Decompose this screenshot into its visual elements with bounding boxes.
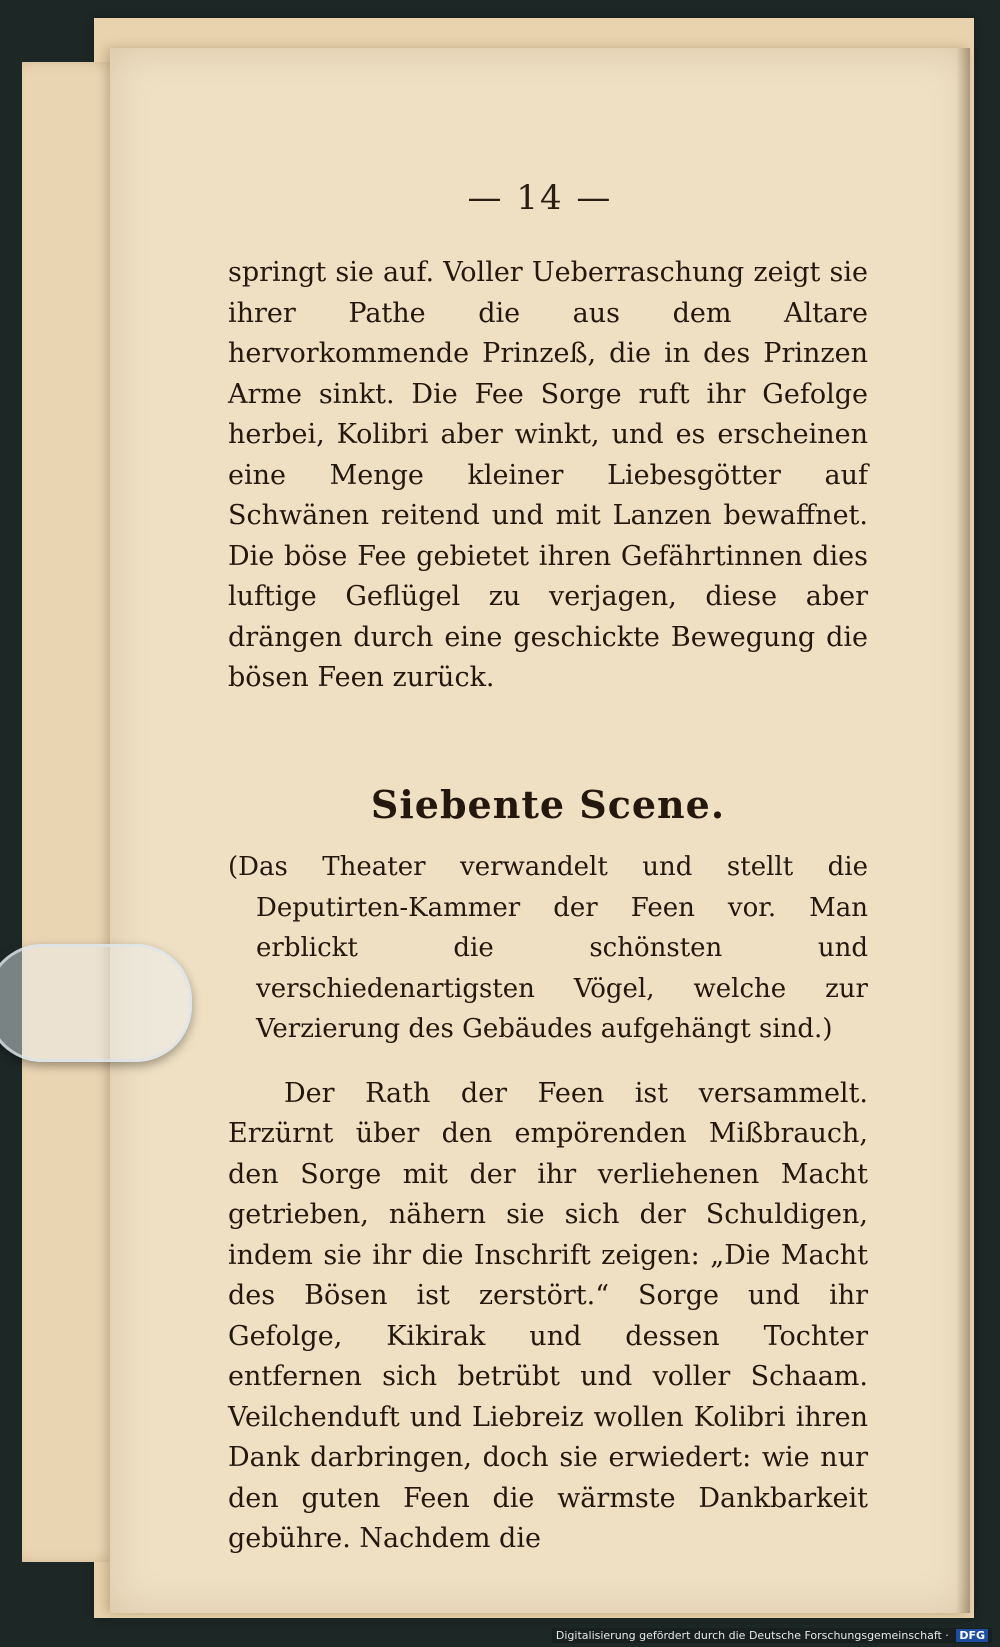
paragraph-continued: springt sie auf. Voller Ueberraschung zeigt sie ihrer Pathe die aus dem Altare hervorkommende Prinzeß, die in des Prinzen Arme sinkt. Die Fee Sorge ruft ihr Gefolge herbei, Kolibri aber winkt, und es erscheinen eine Menge kleiner Liebesgötter auf Schwänen reitend und mit Lanzen bewaffnet. Die böse Fee gebietet ihren Gefährtinnen dies luftige Geflügel zu verjagen, diese aber drängen durch eine geschickte Bewegung die bösen Feen zurück.: [228, 257, 868, 693]
stage-direction: (Das Theater verwandelt und stellt die Deputirten-Kammer der Feen vor. Man erblickt die schönsten und verschiedenartigsten Vögel, welche zur Verzierung des Gebäudes aufgehängt sind.): [228, 852, 868, 1044]
credit-text: Digitalisierung gefördert durch die Deutsche Forschungsgemeinschaft ·: [555, 1629, 949, 1642]
paragraph-scene-text: Der Rath der Feen ist versammelt. Erzürnt über den empörenden Mißbrauch, den Sorge mit der ihr verliehenen Macht getrieben, nähern sie sich der Schuldigen, indem sie ihr die Inschrift zeigen: „Die Macht des Bösen ist zerstört.“ Sorge und ihr Gefolge, Kikirak und dessen Tochter entfernen sich betrübt und voller Schaam. Veilchenduft und Liebreiz wollen Kolibri ihren Dank darbringen, doch sie erwiedert: wie nur den guten Feen die wärmste Dankbarkeit gebühre. Nachdem die: [228, 1077, 868, 1554]
dfg-logo: DFG: [956, 1629, 988, 1642]
page-number: — 14 —: [467, 178, 613, 218]
page-text: [228, 253, 868, 1560]
scene-heading: Siebente Scene.: [370, 781, 726, 827]
page-holder-clip: [0, 944, 192, 1062]
book-page: [110, 48, 970, 1613]
digitization-credit: [552, 1628, 992, 1643]
page-edge-shadow: [956, 48, 970, 1613]
